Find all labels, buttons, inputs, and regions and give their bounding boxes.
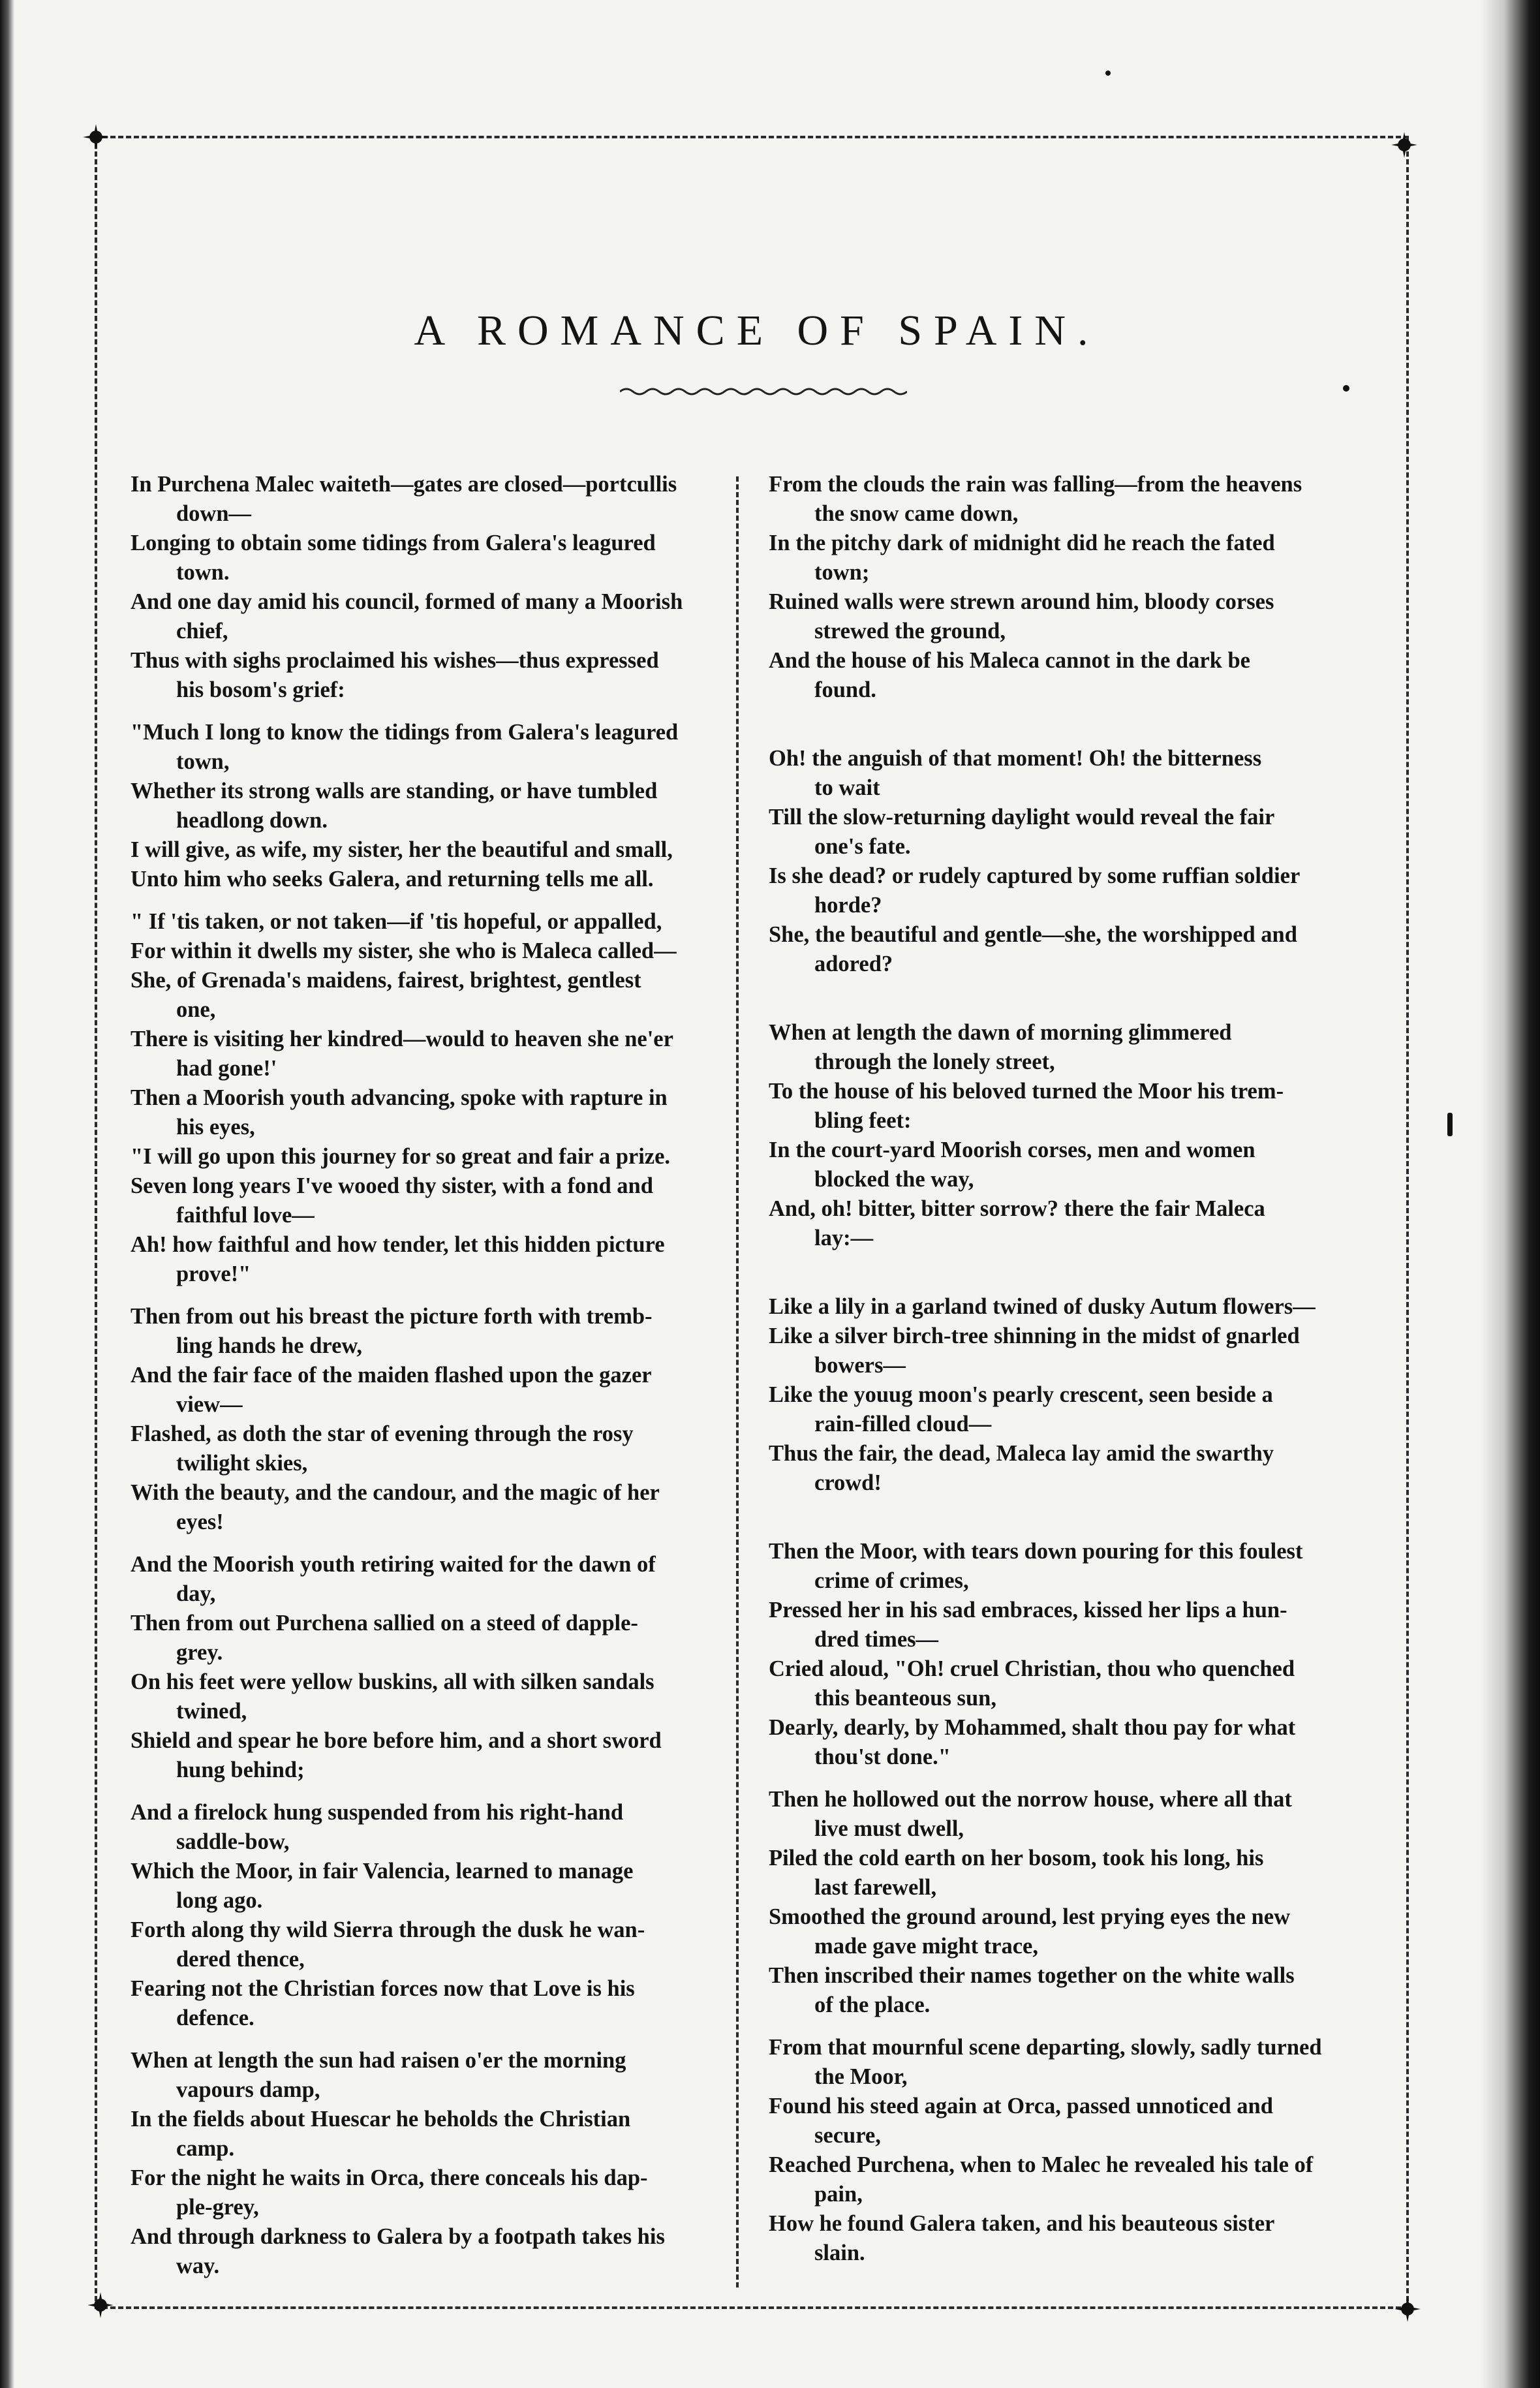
verse-line-continuation: pain, bbox=[814, 2182, 863, 2207]
stanza-break bbox=[131, 1289, 793, 1302]
poem-title: A ROMANCE OF SPAIN. bbox=[414, 307, 1100, 355]
verse-line: When at length the dawn of morning glimmered bbox=[769, 1020, 1232, 1045]
verse-line-continuation: ple-grey, bbox=[176, 2195, 259, 2220]
verse-line: With the beauty, and the candour, and the magic of her bbox=[131, 1480, 660, 1505]
verse-line-continuation: made gave might trace, bbox=[814, 1934, 1038, 1959]
stanza-break bbox=[769, 1253, 1431, 1292]
verse-line-continuation: crowd! bbox=[814, 1470, 882, 1495]
verse-line-continuation: hung behind; bbox=[176, 1758, 305, 1782]
stanza-break bbox=[769, 705, 1431, 744]
verse-line: In Purchena Malec waiteth—gates are closed—portcullis bbox=[131, 472, 677, 497]
verse-line: Like the youug moon's pearly crescent, seen beside a bbox=[769, 1382, 1273, 1407]
verse-line: Piled the cold earth on her bosom, took his long, his bbox=[769, 1846, 1264, 1870]
verse-line: Till the slow-returning daylight would reveal the fair bbox=[769, 805, 1275, 830]
verse-line: Is she dead? or rudely captured by some ruffian soldier bbox=[769, 863, 1301, 888]
verse-line-continuation: headlong down. bbox=[176, 808, 328, 833]
verse-line-continuation: day, bbox=[176, 1581, 216, 1606]
corner-ornament-icon bbox=[86, 2291, 115, 2319]
verse-line-continuation: vapours damp, bbox=[176, 2077, 320, 2102]
stanza-break bbox=[131, 2033, 793, 2046]
verse-line: Thus the fair, the dead, Maleca lay amid the swarthy bbox=[769, 1441, 1274, 1466]
verse-line-continuation: chief, bbox=[176, 619, 228, 644]
verse-line-continuation: bling feet: bbox=[814, 1108, 912, 1133]
verse-line-continuation: the snow came down, bbox=[814, 501, 1019, 526]
verse-line-continuation: had gone!' bbox=[176, 1056, 277, 1081]
verse-line-continuation: found. bbox=[814, 677, 876, 702]
verse-line-continuation: strewed the ground, bbox=[814, 619, 1006, 644]
verse-line-continuation: faithful love— bbox=[176, 1203, 315, 1228]
verse-line-continuation: twilight skies, bbox=[176, 1451, 308, 1476]
verse-line: When at length the sun had raisen o'er the morning bbox=[131, 2048, 626, 2073]
corner-ornament-icon bbox=[82, 123, 110, 151]
verse-line: For within it dwells my sister, she who is Maleca called— bbox=[131, 938, 677, 963]
page-left-edge-shadow bbox=[0, 0, 14, 2388]
verse-line: She, of Grenada's maidens, fairest, brightest, gentlest bbox=[131, 968, 641, 993]
verse-line-continuation: his bosom's grief: bbox=[176, 677, 345, 702]
print-speck bbox=[1447, 1113, 1453, 1136]
verse-line: Like a silver birch-tree shinning in the midst of gnarled bbox=[769, 1324, 1300, 1348]
verse-line: Ruined walls were strewn around him, bloody corses bbox=[769, 589, 1274, 614]
stanza-break bbox=[131, 1537, 793, 1550]
verse-line: Longing to obtain some tidings from Galera's leagured bbox=[131, 531, 656, 555]
verse-line: And one day amid his council, formed of many a Moorish bbox=[131, 589, 683, 614]
verse-line: Cried aloud, "Oh! cruel Christian, thou who quenched bbox=[769, 1656, 1295, 1681]
verse-line: "Much I long to know the tidings from Galera's leagured bbox=[131, 720, 679, 745]
title-wavy-rule bbox=[620, 384, 907, 399]
page-right-edge-shadow bbox=[1480, 0, 1540, 2388]
verse-line-continuation: saddle-bow, bbox=[176, 1829, 290, 1854]
verse-line-continuation: lay:— bbox=[814, 1226, 874, 1250]
verse-line-continuation: bowers— bbox=[814, 1353, 906, 1378]
verse-line: To the house of his beloved turned the Moor his trem- bbox=[769, 1079, 1284, 1104]
verse-line: Then inscribed their names together on the white walls bbox=[769, 1963, 1295, 1988]
verse-line-continuation: rain-filled cloud— bbox=[814, 1412, 992, 1436]
stanza-break bbox=[131, 705, 793, 718]
stanza-break bbox=[769, 979, 1431, 1018]
verse-line: Unto him who seeks Galera, and returning tells me all. bbox=[131, 867, 654, 892]
verse-line: Reached Purchena, when to Malec he revealed his tale of bbox=[769, 2152, 1314, 2177]
verse-line: And, oh! bitter, bitter sorrow? there the fair Maleca bbox=[769, 1196, 1265, 1221]
stanza-break bbox=[769, 1498, 1431, 1537]
print-speck bbox=[1105, 70, 1111, 76]
verse-line-continuation: through the lonely street, bbox=[814, 1049, 1055, 1074]
stanza-break bbox=[769, 1772, 1431, 1785]
verse-line-continuation: horde? bbox=[814, 893, 882, 918]
verse-line: In the pitchy dark of midnight did he reach the fated bbox=[769, 531, 1275, 555]
corner-ornament-icon bbox=[1393, 2295, 1422, 2323]
verse-line: From that mournful scene departing, slowly, sadly turned bbox=[769, 2035, 1322, 2060]
verse-line: "I will go upon this journey for so great and fair a prize. bbox=[131, 1144, 671, 1169]
verse-line: Like a lily in a garland twined of dusky Autum flowers— bbox=[769, 1294, 1316, 1319]
verse-line: Which the Moor, in fair Valencia, learned to manage bbox=[131, 1859, 634, 1884]
verse-line: I will give, as wife, my sister, her the beautiful and small, bbox=[131, 837, 673, 862]
verse-line: Whether its strong walls are standing, or have tumbled bbox=[131, 779, 658, 803]
verse-line: Oh! the anguish of that moment! Oh! the bitterness bbox=[769, 746, 1262, 771]
verse-line-continuation: down— bbox=[176, 501, 252, 526]
verse-line: Pressed her in his sad embraces, kissed her lips a hun- bbox=[769, 1598, 1287, 1622]
verse-line-continuation: his eyes, bbox=[176, 1115, 255, 1140]
verse-line: Shield and spear he bore before him, and a short sword bbox=[131, 1728, 662, 1753]
verse-line: Forth along thy wild Sierra through the dusk he wan- bbox=[131, 1917, 645, 1942]
verse-line-continuation: to wait bbox=[814, 775, 880, 800]
verse-line-continuation: camp. bbox=[176, 2136, 235, 2161]
verse-line: She, the beautiful and gentle—she, the worshipped and bbox=[769, 922, 1297, 947]
verse-line-continuation: crime of crimes, bbox=[814, 1568, 969, 1593]
verse-line-continuation: town, bbox=[176, 749, 230, 774]
verse-line-continuation: last farewell, bbox=[814, 1875, 937, 1900]
poem-left-column bbox=[131, 470, 793, 2281]
verse-line: Then from out Purchena sallied on a steed of dapple- bbox=[131, 1611, 638, 1636]
verse-line-continuation: ling hands he drew, bbox=[176, 1333, 363, 1358]
verse-line: Smoothed the ground around, lest prying eyes the new bbox=[769, 1904, 1291, 1929]
verse-line-continuation: one's fate. bbox=[814, 834, 911, 859]
verse-line-continuation: prove!" bbox=[176, 1262, 251, 1286]
verse-line: Thus with sighs proclaimed his wishes—thus expressed bbox=[131, 648, 659, 673]
verse-line-continuation: live must dwell, bbox=[814, 1816, 964, 1841]
verse-line-continuation: grey. bbox=[176, 1640, 223, 1665]
verse-line-continuation: this beanteous sun, bbox=[814, 1686, 996, 1711]
verse-line: And the fair face of the maiden flashed upon the gazer bbox=[131, 1363, 652, 1388]
verse-line: Ah! how faithful and how tender, let this hidden picture bbox=[131, 1232, 665, 1257]
verse-line: In the fields about Huescar he beholds the Christian bbox=[131, 2107, 631, 2132]
verse-line-continuation: way. bbox=[176, 2254, 220, 2278]
verse-line: How he found Galera taken, and his beauteous sister bbox=[769, 2211, 1275, 2236]
verse-line: And the Moorish youth retiring waited for the dawn of bbox=[131, 1552, 656, 1577]
verse-line: And through darkness to Galera by a footpath takes his bbox=[131, 2224, 665, 2249]
verse-line: Flashed, as doth the star of evening through the rosy bbox=[131, 1421, 634, 1446]
verse-line: Dearly, dearly, by Mohammed, shalt thou pay for what bbox=[769, 1715, 1296, 1740]
verse-line-continuation: view— bbox=[176, 1392, 243, 1417]
verse-line: Then the Moor, with tears down pouring for this foulest bbox=[769, 1539, 1303, 1564]
verse-line: In the court-yard Moorish corses, men and women bbox=[769, 1138, 1255, 1162]
verse-line: Found his steed again at Orca, passed unnoticed and bbox=[769, 2094, 1273, 2118]
verse-line: For the night he waits in Orca, there conceals his dap- bbox=[131, 2165, 648, 2190]
corner-ornament-icon bbox=[1390, 131, 1419, 159]
stanza-break bbox=[769, 2020, 1431, 2033]
verse-line-continuation: thou'st done." bbox=[814, 1744, 951, 1769]
verse-line-continuation: long ago. bbox=[176, 1888, 263, 1913]
verse-line-continuation: slain. bbox=[814, 2241, 865, 2265]
verse-line-continuation: town; bbox=[814, 560, 870, 585]
verse-line: There is visiting her kindred—would to heaven she ne'er bbox=[131, 1027, 673, 1051]
verse-line: Then a Moorish youth advancing, spoke with rapture in bbox=[131, 1085, 668, 1110]
verse-line-continuation: the Moor, bbox=[814, 2064, 908, 2089]
verse-line-continuation: one, bbox=[176, 997, 216, 1022]
verse-line: Then he hollowed out the norrow house, where all that bbox=[769, 1787, 1292, 1812]
print-speck bbox=[1343, 385, 1349, 392]
verse-line-continuation: adored? bbox=[814, 952, 893, 976]
verse-line: Fearing not the Christian forces now that Love is his bbox=[131, 1976, 635, 2001]
verse-line-continuation: blocked the way, bbox=[814, 1167, 974, 1192]
verse-line: Then from out his breast the picture forth with tremb- bbox=[131, 1304, 653, 1329]
verse-line-continuation: dered thence, bbox=[176, 1947, 305, 1972]
verse-line-continuation: twined, bbox=[176, 1699, 247, 1724]
verse-line-continuation: defence. bbox=[176, 2006, 254, 2030]
verse-line-continuation: of the place. bbox=[814, 1993, 931, 2017]
verse-line-continuation: town. bbox=[176, 560, 230, 585]
verse-line: And the house of his Maleca cannot in the dark be bbox=[769, 648, 1250, 673]
poem-right-column bbox=[769, 470, 1431, 2268]
verse-line: And a firelock hung suspended from his right-hand bbox=[131, 1800, 624, 1825]
stanza-break bbox=[131, 894, 793, 907]
verse-line-continuation: eyes! bbox=[176, 1510, 224, 1534]
verse-line: On his feet were yellow buskins, all with silken sandals bbox=[131, 1669, 654, 1694]
verse-line: Seven long years I've wooed thy sister, with a fond and bbox=[131, 1173, 653, 1198]
verse-line-continuation: dred times— bbox=[814, 1627, 939, 1652]
stanza-break bbox=[131, 1785, 793, 1798]
verse-line: From the clouds the rain was falling—from the heavens bbox=[769, 472, 1302, 497]
verse-line: " If 'tis taken, or not taken—if 'tis hopeful, or appalled, bbox=[131, 909, 662, 934]
verse-line-continuation: secure, bbox=[814, 2123, 881, 2148]
